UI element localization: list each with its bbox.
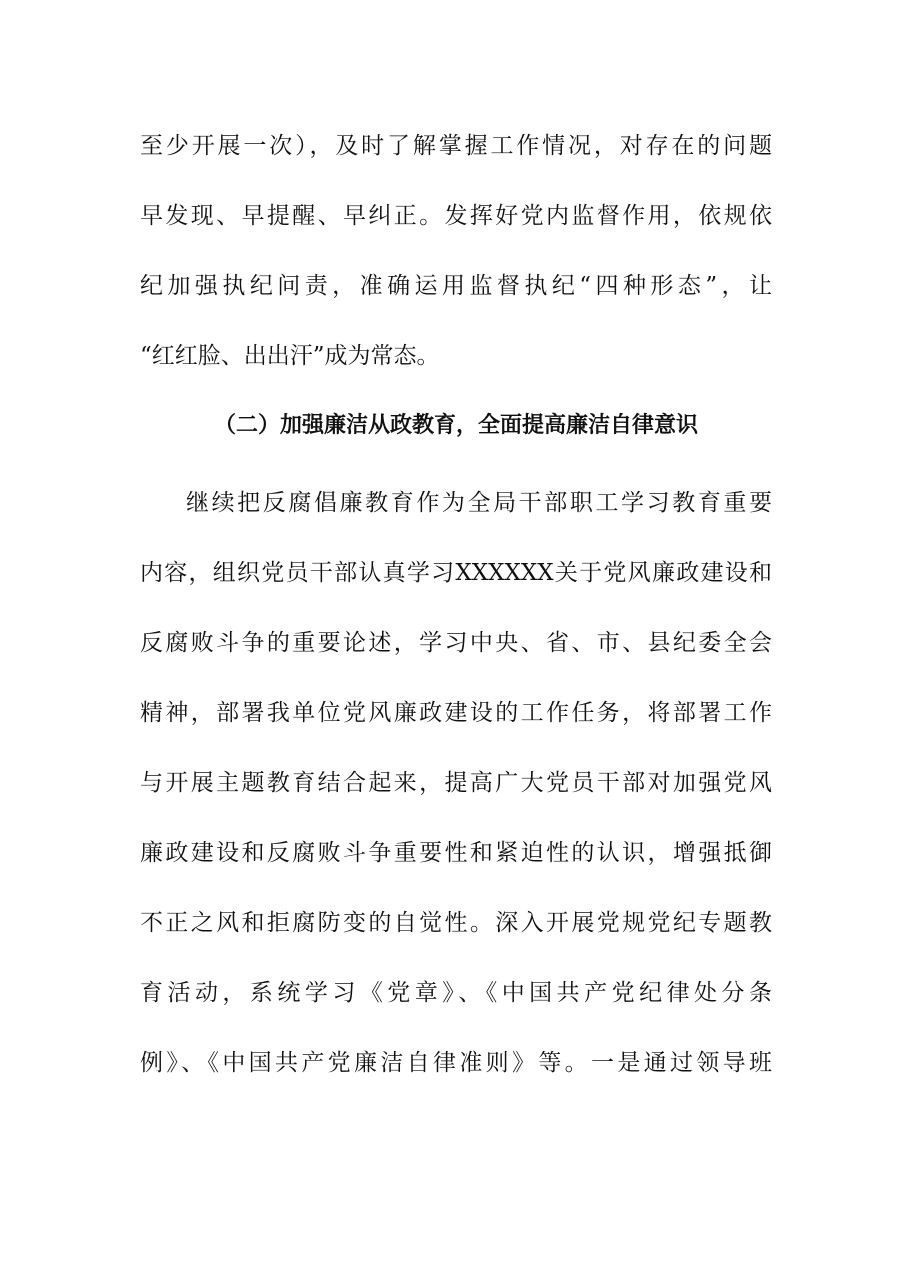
document-body bbox=[140, 118, 772, 1105]
section-heading: （二）加强廉洁从政教育，全面提高廉洁自律意识 bbox=[213, 413, 698, 438]
paragraph-line: 反腐败斗争的重要论述，学习中央、省、市、县纪委全会 bbox=[140, 630, 772, 656]
paragraph-line: 不正之风和拒腐防变的自觉性。深入开展党规党纪专题教 bbox=[140, 910, 772, 936]
paragraph-line: 例》、《中国共产党廉洁自律准则》等。一是通过领导班 bbox=[140, 1050, 772, 1076]
paragraph-line: 廉政建设和反腐败斗争重要性和紧迫性的认识，增强抵御 bbox=[140, 840, 772, 866]
paragraph-line: 继续把反腐倡廉教育作为全局干部职工学习教育重要 bbox=[186, 490, 772, 516]
paragraph-line: 至少开展一次），及时了解掌握工作情况，对存在的问题 bbox=[140, 133, 772, 159]
paragraph-line: 早发现、早提醒、早纠正。发挥好党内监督作用，依规依 bbox=[140, 203, 772, 229]
paragraph-line: 纪加强执纪问责，准确运用监督执纪“四种形态”，让 bbox=[140, 273, 772, 299]
paragraph-line: 内容，组织党员干部认真学习XXXXXX关于党风廉政建设和 bbox=[140, 560, 772, 586]
paragraph-line: 育活动，系统学习《党章》、《中国共产党纪律处分条 bbox=[140, 980, 772, 1006]
paragraph-line: 与开展主题教育结合起来，提高广大党员干部对加强党风 bbox=[140, 770, 772, 796]
paragraph-line: “红红脸、出出汗”成为常态。 bbox=[140, 343, 440, 369]
paragraph-line: 精神，部署我单位党风廉政建设的工作任务，将部署工作 bbox=[140, 700, 772, 726]
